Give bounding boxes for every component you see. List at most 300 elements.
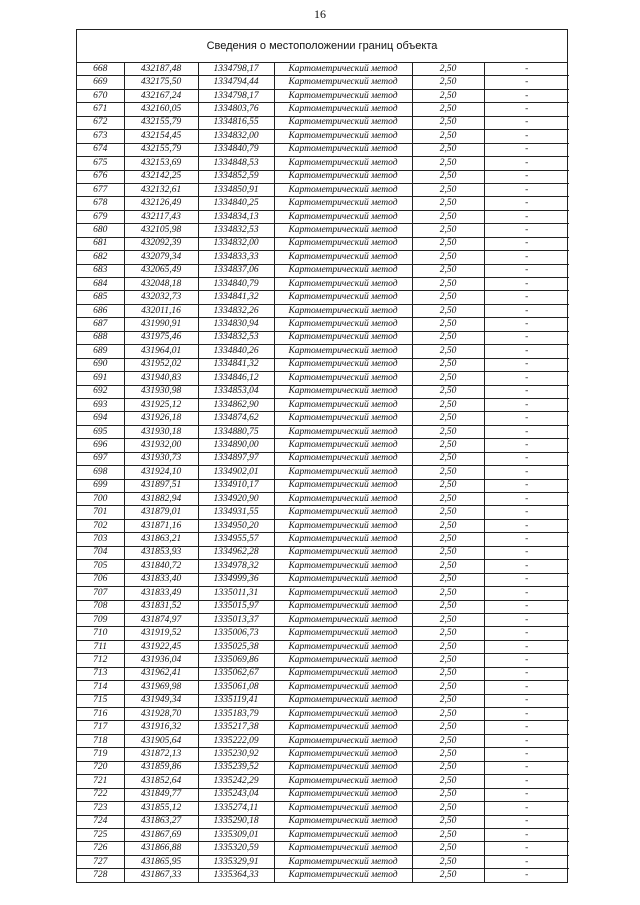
accuracy-cell: 2,50 (412, 613, 484, 626)
point-number-cell: 692 (77, 385, 124, 398)
accuracy-cell: 2,50 (412, 412, 484, 425)
coord-x-cell: 432160,05 (124, 103, 198, 116)
description-cell: - (484, 76, 569, 89)
accuracy-cell: 2,50 (412, 116, 484, 129)
coord-y-cell: 1335069,86 (198, 654, 274, 667)
accuracy-cell: 2,50 (412, 560, 484, 573)
method-cell: Картометрический метод (274, 452, 412, 465)
table-row (77, 237, 569, 250)
point-number-cell: 711 (77, 640, 124, 653)
accuracy-cell: 2,50 (412, 439, 484, 452)
coord-y-cell: 1334931,55 (198, 506, 274, 519)
coord-x-cell: 432155,79 (124, 116, 198, 129)
coord-y-cell: 1335329,91 (198, 855, 274, 868)
description-cell: - (484, 425, 569, 438)
coord-y-cell: 1335061,08 (198, 681, 274, 694)
description-cell: - (484, 842, 569, 855)
method-cell: Картометрический метод (274, 842, 412, 855)
method-cell: Картометрический метод (274, 385, 412, 398)
coord-x-cell: 431871,16 (124, 519, 198, 532)
table-row (77, 640, 569, 653)
accuracy-cell: 2,50 (412, 479, 484, 492)
point-number-cell: 669 (77, 76, 124, 89)
description-cell: - (484, 761, 569, 774)
table-row (77, 734, 569, 747)
point-number-cell: 700 (77, 493, 124, 506)
point-number-cell: 671 (77, 103, 124, 116)
point-number-cell: 687 (77, 318, 124, 331)
accuracy-cell: 2,50 (412, 385, 484, 398)
coord-y-cell: 1334848,53 (198, 157, 274, 170)
coord-x-cell: 431905,64 (124, 734, 198, 747)
method-cell: Картометрический метод (274, 304, 412, 317)
point-number-cell: 682 (77, 251, 124, 264)
point-number-cell: 712 (77, 654, 124, 667)
method-cell: Картометрический метод (274, 681, 412, 694)
table-row (77, 533, 569, 546)
description-cell: - (484, 278, 569, 291)
coord-x-cell: 431867,33 (124, 869, 198, 882)
accuracy-cell: 2,50 (412, 157, 484, 170)
accuracy-cell: 2,50 (412, 708, 484, 721)
table-row (77, 452, 569, 465)
table-row (77, 130, 569, 143)
description-cell: - (484, 667, 569, 680)
accuracy-cell: 2,50 (412, 224, 484, 237)
table-row (77, 761, 569, 774)
coord-y-cell: 1334852,59 (198, 170, 274, 183)
accuracy-cell: 2,50 (412, 251, 484, 264)
coord-y-cell: 1334902,01 (198, 466, 274, 479)
coord-y-cell: 1335062,67 (198, 667, 274, 680)
point-number-cell: 727 (77, 855, 124, 868)
coord-x-cell: 432032,73 (124, 291, 198, 304)
coord-x-cell: 431833,40 (124, 573, 198, 586)
table-row (77, 788, 569, 801)
coord-y-cell: 1334841,32 (198, 291, 274, 304)
coord-y-cell: 1334920,90 (198, 493, 274, 506)
description-cell: - (484, 815, 569, 828)
coord-x-cell: 431867,69 (124, 828, 198, 841)
accuracy-cell: 2,50 (412, 855, 484, 868)
accuracy-cell: 2,50 (412, 802, 484, 815)
coord-y-cell: 1334794,44 (198, 76, 274, 89)
table-row (77, 304, 569, 317)
description-cell: - (484, 237, 569, 250)
method-cell: Картометрический метод (274, 627, 412, 640)
table-row (77, 251, 569, 264)
coord-x-cell: 432132,61 (124, 183, 198, 196)
point-number-cell: 672 (77, 116, 124, 129)
accuracy-cell: 2,50 (412, 694, 484, 707)
description-cell: - (484, 654, 569, 667)
point-number-cell: 708 (77, 600, 124, 613)
coord-x-cell: 431919,52 (124, 627, 198, 640)
point-number-cell: 719 (77, 748, 124, 761)
coord-y-cell: 1334862,90 (198, 398, 274, 411)
table-row (77, 345, 569, 358)
table-row (77, 89, 569, 102)
accuracy-cell: 2,50 (412, 452, 484, 465)
table-row (77, 802, 569, 815)
coord-x-cell: 431936,04 (124, 654, 198, 667)
coord-y-cell: 1335320,59 (198, 842, 274, 855)
coord-y-cell: 1335183,79 (198, 708, 274, 721)
method-cell: Картометрический метод (274, 143, 412, 156)
description-cell: - (484, 855, 569, 868)
table-row (77, 869, 569, 882)
table-row (77, 600, 569, 613)
method-cell: Картометрический метод (274, 654, 412, 667)
table-row (77, 694, 569, 707)
point-number-cell: 689 (77, 345, 124, 358)
description-cell: - (484, 734, 569, 747)
accuracy-cell: 2,50 (412, 103, 484, 116)
accuracy-cell: 2,50 (412, 506, 484, 519)
table-row (77, 721, 569, 734)
table-row (77, 76, 569, 89)
description-cell: - (484, 304, 569, 317)
coord-x-cell: 431932,00 (124, 439, 198, 452)
coord-x-cell: 432065,49 (124, 264, 198, 277)
accuracy-cell: 2,50 (412, 533, 484, 546)
coord-x-cell: 431840,72 (124, 560, 198, 573)
coord-y-cell: 1334834,13 (198, 210, 274, 223)
coord-y-cell: 1335230,92 (198, 748, 274, 761)
coord-x-cell: 431849,77 (124, 788, 198, 801)
description-cell: - (484, 439, 569, 452)
accuracy-cell: 2,50 (412, 291, 484, 304)
method-cell: Картометрический метод (274, 533, 412, 546)
table-row (77, 466, 569, 479)
coord-y-cell: 1335309,01 (198, 828, 274, 841)
table-row (77, 358, 569, 371)
point-number-cell: 722 (77, 788, 124, 801)
coord-x-cell: 431926,18 (124, 412, 198, 425)
table-row (77, 224, 569, 237)
point-number-cell: 697 (77, 452, 124, 465)
coord-x-cell: 431969,98 (124, 681, 198, 694)
accuracy-cell: 2,50 (412, 842, 484, 855)
method-cell: Картометрический метод (274, 506, 412, 519)
description-cell: - (484, 412, 569, 425)
method-cell: Картометрический метод (274, 372, 412, 385)
method-cell: Картометрический метод (274, 439, 412, 452)
method-cell: Картометрический метод (274, 479, 412, 492)
method-cell: Картометрический метод (274, 170, 412, 183)
coord-y-cell: 1334803,76 (198, 103, 274, 116)
coord-y-cell: 1335006,73 (198, 627, 274, 640)
method-cell: Картометрический метод (274, 721, 412, 734)
description-cell: - (484, 466, 569, 479)
coord-y-cell: 1335025,38 (198, 640, 274, 653)
coord-x-cell: 431928,70 (124, 708, 198, 721)
point-number-cell: 676 (77, 170, 124, 183)
point-number-cell: 704 (77, 546, 124, 559)
coord-y-cell: 1334830,94 (198, 318, 274, 331)
accuracy-cell: 2,50 (412, 425, 484, 438)
description-cell: - (484, 573, 569, 586)
point-number-cell: 694 (77, 412, 124, 425)
page-number: 16 (314, 7, 326, 21)
method-cell: Картометрический метод (274, 734, 412, 747)
coord-x-cell: 431925,12 (124, 398, 198, 411)
accuracy-cell: 2,50 (412, 748, 484, 761)
description-cell: - (484, 372, 569, 385)
table-row (77, 116, 569, 129)
coord-x-cell: 431916,32 (124, 721, 198, 734)
coord-y-cell: 1334816,55 (198, 116, 274, 129)
coord-x-cell: 431859,86 (124, 761, 198, 774)
description-cell: - (484, 546, 569, 559)
method-cell: Картометрический метод (274, 264, 412, 277)
method-cell: Картометрический метод (274, 103, 412, 116)
description-cell: - (484, 452, 569, 465)
point-number-cell: 707 (77, 587, 124, 600)
accuracy-cell: 2,50 (412, 89, 484, 102)
coord-y-cell: 1334837,06 (198, 264, 274, 277)
description-cell: - (484, 560, 569, 573)
coord-x-cell: 432048,18 (124, 278, 198, 291)
coord-y-cell: 1334840,79 (198, 143, 274, 156)
coord-y-cell: 1334832,53 (198, 224, 274, 237)
accuracy-cell: 2,50 (412, 775, 484, 788)
accuracy-cell: 2,50 (412, 372, 484, 385)
method-cell: Картометрический метод (274, 76, 412, 89)
point-number-cell: 675 (77, 157, 124, 170)
table-row (77, 546, 569, 559)
table-row (77, 613, 569, 626)
table-row (77, 519, 569, 532)
point-number-cell: 688 (77, 331, 124, 344)
description-cell: - (484, 251, 569, 264)
method-cell: Картометрический метод (274, 345, 412, 358)
coord-y-cell: 1334840,79 (198, 278, 274, 291)
table-row (77, 627, 569, 640)
description-cell: - (484, 519, 569, 532)
accuracy-cell: 2,50 (412, 815, 484, 828)
coord-y-cell: 1334853,04 (198, 385, 274, 398)
method-cell: Картометрический метод (274, 398, 412, 411)
point-number-cell: 683 (77, 264, 124, 277)
accuracy-cell: 2,50 (412, 627, 484, 640)
coord-x-cell: 431964,01 (124, 345, 198, 358)
method-cell: Картометрический метод (274, 237, 412, 250)
coord-y-cell: 1335239,52 (198, 761, 274, 774)
coord-y-cell: 1334832,53 (198, 331, 274, 344)
table-row (77, 210, 569, 223)
description-cell: - (484, 331, 569, 344)
table-row (77, 654, 569, 667)
method-cell: Картометрический метод (274, 546, 412, 559)
coord-x-cell: 431872,13 (124, 748, 198, 761)
point-number-cell: 678 (77, 197, 124, 210)
method-cell: Картометрический метод (274, 251, 412, 264)
coord-y-cell: 1334833,33 (198, 251, 274, 264)
coord-x-cell: 431866,88 (124, 842, 198, 855)
description-cell: - (484, 143, 569, 156)
accuracy-cell: 2,50 (412, 331, 484, 344)
method-cell: Картометрический метод (274, 587, 412, 600)
point-number-cell: 698 (77, 466, 124, 479)
description-cell: - (484, 493, 569, 506)
table-row (77, 828, 569, 841)
method-cell: Картометрический метод (274, 667, 412, 680)
coord-y-cell: 1335015,97 (198, 600, 274, 613)
coord-x-cell: 432142,25 (124, 170, 198, 183)
coord-y-cell: 1334798,17 (198, 63, 274, 76)
method-cell: Картометрический метод (274, 802, 412, 815)
coord-x-cell: 432153,69 (124, 157, 198, 170)
point-number-cell: 714 (77, 681, 124, 694)
coord-x-cell: 431952,02 (124, 358, 198, 371)
table-row (77, 842, 569, 855)
coord-x-cell: 431855,12 (124, 802, 198, 815)
table-row (77, 708, 569, 721)
table-row (77, 264, 569, 277)
coord-x-cell: 432011,16 (124, 304, 198, 317)
table-row (77, 372, 569, 385)
point-number-cell: 701 (77, 506, 124, 519)
description-cell: - (484, 318, 569, 331)
coord-y-cell: 1334798,17 (198, 89, 274, 102)
point-number-cell: 693 (77, 398, 124, 411)
point-number-cell: 686 (77, 304, 124, 317)
method-cell: Картометрический метод (274, 157, 412, 170)
coord-y-cell: 1334897,97 (198, 452, 274, 465)
coord-x-cell: 432155,79 (124, 143, 198, 156)
point-number-cell: 726 (77, 842, 124, 855)
description-cell: - (484, 89, 569, 102)
table-row (77, 318, 569, 331)
accuracy-cell: 2,50 (412, 587, 484, 600)
accuracy-cell: 2,50 (412, 183, 484, 196)
point-number-cell: 713 (77, 667, 124, 680)
method-cell: Картометрический метод (274, 560, 412, 573)
description-cell: - (484, 197, 569, 210)
method-cell: Картометрический метод (274, 116, 412, 129)
coord-y-cell: 1335364,33 (198, 869, 274, 882)
coord-y-cell: 1334846,12 (198, 372, 274, 385)
accuracy-cell: 2,50 (412, 546, 484, 559)
method-cell: Картометрический метод (274, 869, 412, 882)
method-cell: Картометрический метод (274, 855, 412, 868)
point-number-cell: 717 (77, 721, 124, 734)
description-cell: - (484, 210, 569, 223)
table-row (77, 667, 569, 680)
description-cell: - (484, 748, 569, 761)
description-cell: - (484, 183, 569, 196)
coord-x-cell: 431897,51 (124, 479, 198, 492)
accuracy-cell: 2,50 (412, 170, 484, 183)
point-number-cell: 699 (77, 479, 124, 492)
table-row (77, 103, 569, 116)
coord-y-cell: 1334832,00 (198, 130, 274, 143)
table-row (77, 425, 569, 438)
table-row (77, 291, 569, 304)
coord-x-cell: 432092,39 (124, 237, 198, 250)
table-row (77, 197, 569, 210)
description-cell: - (484, 130, 569, 143)
coord-y-cell: 1334841,32 (198, 358, 274, 371)
point-number-cell: 670 (77, 89, 124, 102)
coord-x-cell: 431924,10 (124, 466, 198, 479)
coord-x-cell: 431990,91 (124, 318, 198, 331)
method-cell: Картометрический метод (274, 89, 412, 102)
method-cell: Картометрический метод (274, 358, 412, 371)
description-cell: - (484, 828, 569, 841)
coord-y-cell: 1334950,20 (198, 519, 274, 532)
method-cell: Картометрический метод (274, 573, 412, 586)
coord-x-cell: 431922,45 (124, 640, 198, 653)
description-cell: - (484, 116, 569, 129)
coord-y-cell: 1335274,11 (198, 802, 274, 815)
method-cell: Картометрический метод (274, 466, 412, 479)
description-cell: - (484, 775, 569, 788)
coord-x-cell: 431831,52 (124, 600, 198, 613)
point-number-cell: 720 (77, 761, 124, 774)
point-number-cell: 681 (77, 237, 124, 250)
coord-x-cell: 431833,49 (124, 587, 198, 600)
accuracy-cell: 2,50 (412, 493, 484, 506)
description-cell: - (484, 694, 569, 707)
coord-y-cell: 1334910,17 (198, 479, 274, 492)
description-cell: - (484, 869, 569, 882)
coord-x-cell: 432175,50 (124, 76, 198, 89)
accuracy-cell: 2,50 (412, 573, 484, 586)
table-row (77, 412, 569, 425)
point-number-cell: 705 (77, 560, 124, 573)
accuracy-cell: 2,50 (412, 600, 484, 613)
description-cell: - (484, 479, 569, 492)
coord-x-cell: 431949,34 (124, 694, 198, 707)
table-row (77, 63, 569, 76)
coord-x-cell: 431962,41 (124, 667, 198, 680)
description-cell: - (484, 587, 569, 600)
table-row (77, 143, 569, 156)
description-cell: - (484, 506, 569, 519)
table-row (77, 479, 569, 492)
description-cell: - (484, 533, 569, 546)
method-cell: Картометрический метод (274, 331, 412, 344)
coord-x-cell: 431940,83 (124, 372, 198, 385)
accuracy-cell: 2,50 (412, 318, 484, 331)
coord-y-cell: 1334890,00 (198, 439, 274, 452)
accuracy-cell: 2,50 (412, 466, 484, 479)
coord-y-cell: 1334840,25 (198, 197, 274, 210)
method-cell: Картометрический метод (274, 694, 412, 707)
description-cell: - (484, 613, 569, 626)
description-cell: - (484, 385, 569, 398)
description-cell: - (484, 600, 569, 613)
coord-x-cell: 431930,98 (124, 385, 198, 398)
table-title: Сведения о местоположении границ объекта (77, 30, 567, 63)
coord-x-cell: 431874,97 (124, 613, 198, 626)
table-row (77, 278, 569, 291)
method-cell: Картометрический метод (274, 493, 412, 506)
coord-x-cell: 431865,95 (124, 855, 198, 868)
method-cell: Картометрический метод (274, 130, 412, 143)
coord-y-cell: 1334874,62 (198, 412, 274, 425)
point-number-cell: 709 (77, 613, 124, 626)
method-cell: Картометрический метод (274, 412, 412, 425)
accuracy-cell: 2,50 (412, 519, 484, 532)
method-cell: Картометрический метод (274, 761, 412, 774)
coord-x-cell: 431879,01 (124, 506, 198, 519)
coord-x-cell: 431863,21 (124, 533, 198, 546)
accuracy-cell: 2,50 (412, 761, 484, 774)
coord-y-cell: 1335119,41 (198, 694, 274, 707)
